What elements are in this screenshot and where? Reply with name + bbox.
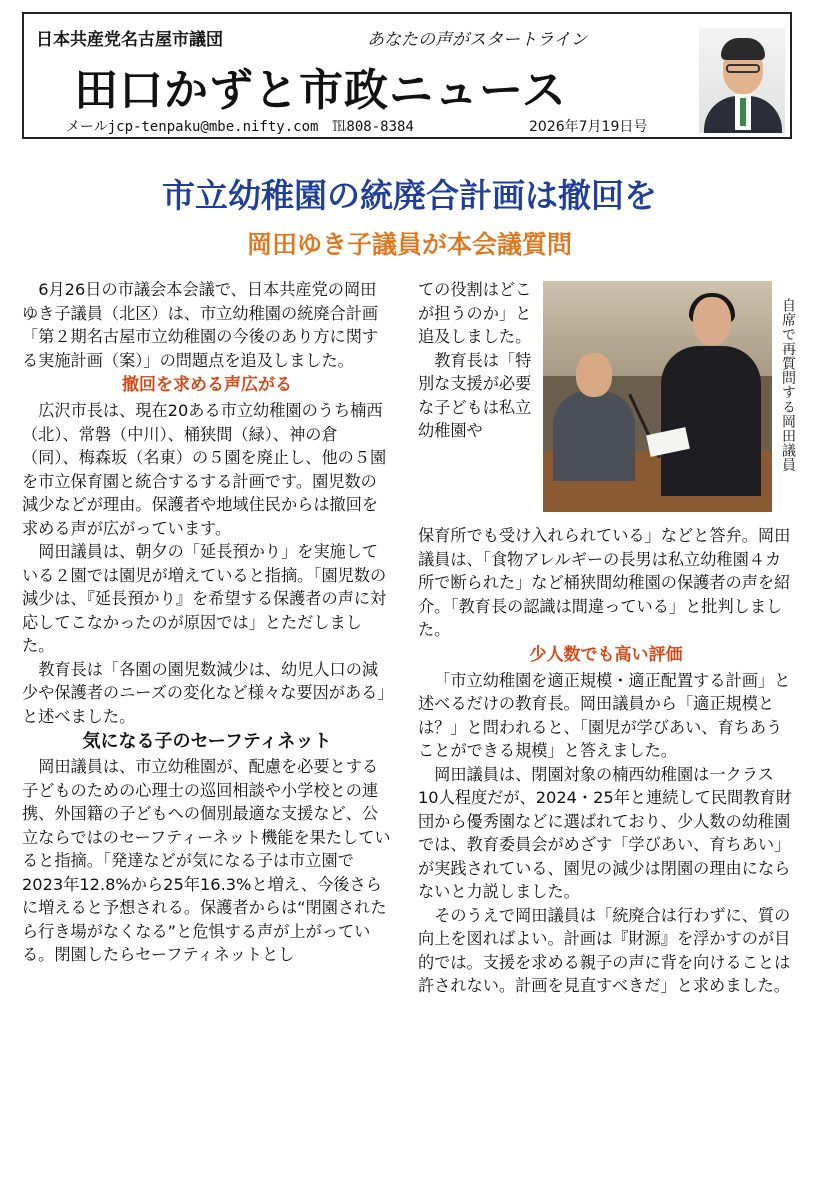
article-headline: 市立幼稚園の統廃合計画は撤回を bbox=[162, 176, 657, 215]
right-column bbox=[418, 524, 794, 998]
photo-speaker bbox=[661, 346, 761, 496]
portrait-glasses bbox=[726, 64, 760, 73]
left-column bbox=[22, 278, 392, 967]
paragraph: 教育長は「特別な支援が必要な子どもは私立幼稚園や bbox=[418, 350, 532, 440]
portrait-tie bbox=[740, 98, 746, 126]
paragraph: 岡田議員は、朝夕の「延長預かり」を実施している２園では園児が増えていると指摘。「園児数の減少は、『延長預かり』を希望する保護者の声に対応してこなかったのが原因では」とただしました。 bbox=[22, 542, 387, 655]
paragraph: 保育所でも受け入れられている」などと答弁。岡田議員は、「食物アレルギーの長男は私立幼稚園４カ所で断られた」など桶狭間幼稚園の保護者の声を紹介。「教育長の認識は間違っている」と批判しました。 bbox=[418, 526, 791, 639]
paragraph: ての役割はどこが担うのか」と追及しました。 bbox=[418, 280, 532, 346]
section-heading: 気になる子のセーフティネット bbox=[82, 731, 332, 752]
paragraph: 教育長は「各園の園児数減少は、幼児人口の減少や保護者のニーズの変化など様々な要因がある」と述べました。 bbox=[22, 659, 386, 726]
paragraph: 6月26日の市議会本会議で、日本共産党の岡田ゆき子議員（北区）は、市立幼稚園の統廃合計画「第２期名古屋市立幼稚園の今後のあり方に関する実施計画（案）」の問題点を追及しました。 bbox=[22, 280, 379, 370]
article-subheadline: 岡田ゆき子議員が本会議質問 bbox=[246, 230, 572, 259]
contact-info: メールjcp-tenpaku@mbe.nifty.com ℡808-8384 bbox=[66, 119, 414, 135]
paragraph: 岡田議員は、閉園対象の楠西幼稚園は一クラス10人程度だが、2024・25年と連続して民間教育財団から優秀園などに選ばれており、少人数の幼稚園では、教育委員会がめざす「学びあい、育ちあい」が実践されている、園児の減少は閉園の理由にならないと力説しました。 bbox=[418, 764, 792, 901]
masthead bbox=[22, 12, 792, 139]
photo-seated-man-head bbox=[576, 353, 612, 397]
photo-speaker-head bbox=[693, 297, 731, 345]
newsletter-title: 田口かずと市政ニュース bbox=[74, 65, 567, 116]
photo-wrap-column bbox=[418, 278, 532, 443]
paragraph: 「市立幼稚園を適正規模・適正配置する計画」と述べるだけの教育長。岡田議員から「適正規模とは？」と問われると、「園児が学びあい、育ちあうことができる規模」と答えました。 bbox=[418, 670, 791, 760]
paragraph: 広沢市長は、現在20ある市立幼稚園のうち楠西（北）、常磐（中川）、桶狭間（緑）、神の倉（同）、梅森坂（名東）の５園を廃止し、他の５園を市立保育園と統合するする計画です。園児数の減少などが理由。保護者や地域住民からは撤回を求める声が広がっています。 bbox=[22, 401, 387, 538]
paragraph: そのうえで岡田議員は「統廃合は行わずに、質の向上を図ればよい。計画は『財源』を浮かすのが目的では。支援を求める親子の声に背を向けることは許されない。計画を見直すべきだ」と求めました。 bbox=[418, 905, 791, 995]
photo-caption: 自席で再質問する岡田議員 bbox=[780, 298, 796, 472]
slogan: あなたの声がスタートライン bbox=[367, 30, 588, 50]
council-photo bbox=[543, 281, 772, 512]
issue-date: 2026年7月19日号 bbox=[529, 119, 648, 135]
photo-seated-man bbox=[553, 391, 635, 481]
section-heading: 撤回を求める声広がる bbox=[122, 375, 292, 395]
portrait-photo bbox=[699, 28, 785, 133]
paragraph: 岡田議員は、市立幼稚園が、配慮を必要とする子どものための心理士の巡回相談や小学校との連携、外国籍の子どもへの個別最適な支援など、公立ならではのセーフティーネット機能を果たしていると指摘。「発達などが気になる子は市立園で2023年12.8%から25年16.3%と増え、今後さらに増えると予想される。保護者からは“閉園されたら行き場がなくなる”と危惧する声が上がっている。閉園したらセーフティネットとし bbox=[22, 757, 391, 964]
portrait-hair bbox=[721, 38, 765, 60]
section-heading: 少人数でも高い評価 bbox=[529, 644, 683, 665]
party-group-name: 日本共産党名古屋市議団 bbox=[36, 30, 223, 50]
